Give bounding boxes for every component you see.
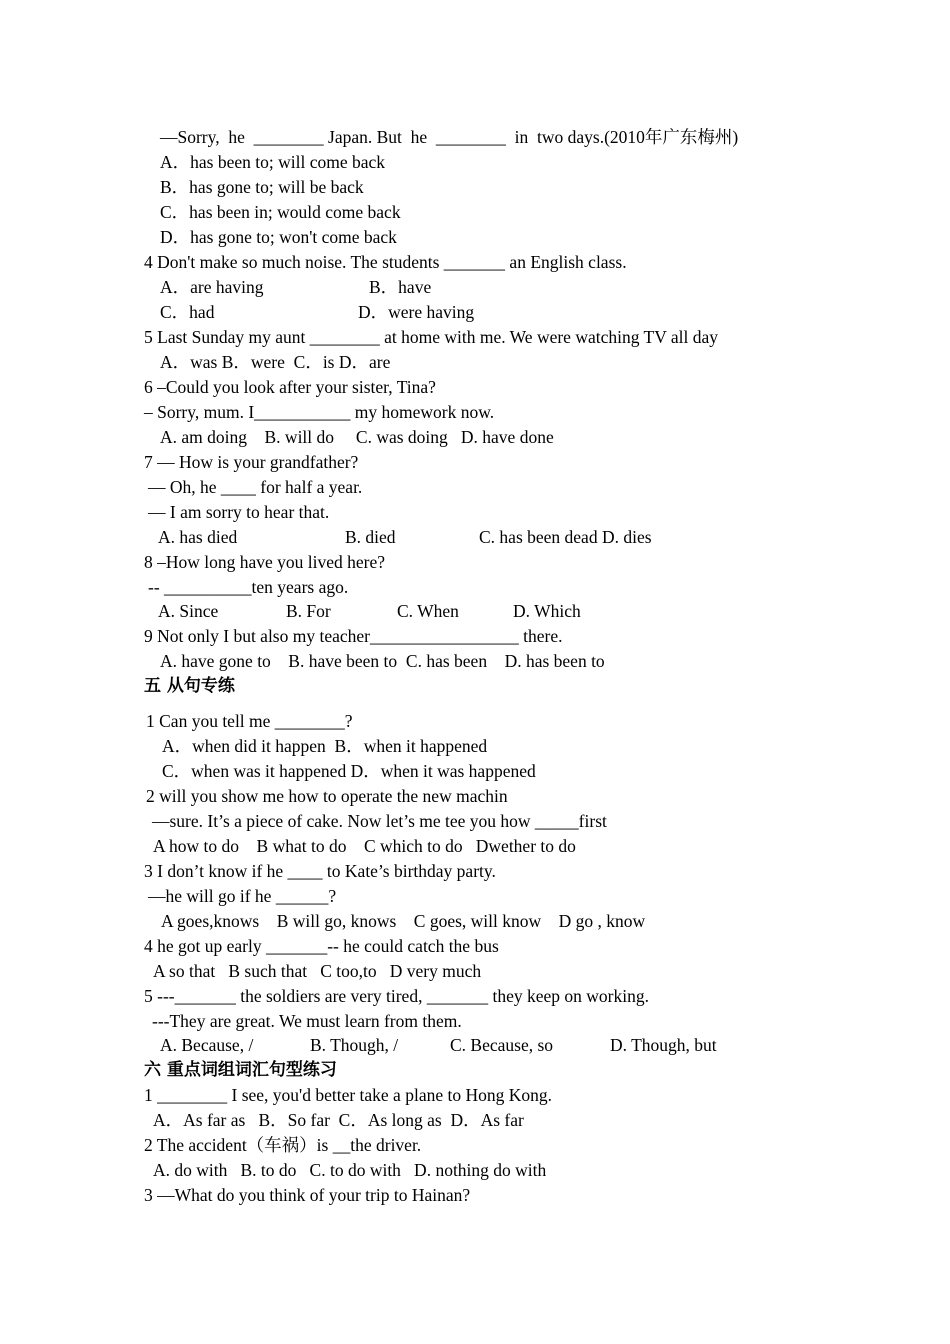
s5-q5-option-d: D. Though, but [610,1035,717,1055]
s5-q5-question: 5 ---_______ the soldiers are very tired, _______ they keep on working. [144,986,649,1006]
q4-option-d: D．were having [358,302,475,322]
q8-option-b: B. For [286,601,331,621]
s5-q3-question: 3 I don’t know if he ____ to Kate’s birthday party. [144,861,496,881]
s6-q2-question: 2 The accident（车祸）is __the driver. [144,1135,422,1155]
q6-question: 6 –Could you look after your sister, Tina? [144,377,436,397]
q5-question: 5 Last Sunday my aunt ________ at home with me. We were watching TV all day [144,327,719,347]
s6-q1-question: 1 ________ I see, you'd better take a plane to Hong Kong. [144,1085,552,1105]
q7-question: 7 — How is your grandfather? [144,452,359,472]
s5-q1-question: 1 Can you tell me ________? [146,711,353,731]
q8-option-a: A. Since [158,601,219,621]
q7-option-a: A. has died [158,527,238,547]
q8-question: 8 –How long have you lived here? [144,552,386,572]
q9-options: A. have gone to B. have been to C. has been D. has been to [160,651,605,671]
s5-q2-reply: —sure. It’s a piece of cake. Now let’s me tee you how _____first [152,811,607,831]
s5-q5-reply: ---They are great. We must learn from them. [152,1011,462,1031]
s5-q5-option-b: B. Though, / [310,1035,399,1055]
q7-reply: — Oh, he ____ for half a year. [148,477,363,497]
q5-options: A．was B．were C．is D．are [160,352,391,372]
s5-q1-options-cd: C．when was it happened D．when it was happened [162,761,536,781]
s5-q2-options: A how to do B what to do C which to do Dwether to do [153,836,576,856]
section-five-heading: 五 从句专练 [144,676,235,696]
q3-dialogue-line: —Sorry, he ________ Japan. But he ________ in two days.(2010年广东梅州) [160,127,739,147]
s6-q1-options: A．As far as B．So far C．As long as D．As far [153,1110,524,1130]
s6-q2-options: A. do with B. to do C. to do with D. nothing do with [153,1160,547,1180]
s5-q2-question: 2 will you show me how to operate the new machin [146,786,508,806]
q4-option-b: B．have [369,277,432,297]
s5-q4-options: A so that B such that C too,to D very much [153,961,482,981]
q6-reply: – Sorry, mum. I___________ my homework now. [144,402,495,422]
s5-q5-option-a: A. Because, / [160,1035,254,1055]
q7-option-b: B. died [345,527,396,547]
q3-option-b: B．has gone to; will be back [160,177,364,197]
s5-q5-option-c: C. Because, so [450,1035,554,1055]
s5-q1-options-ab: A．when did it happen B．when it happened [162,736,488,756]
q9-question: 9 Not only I but also my teacher_________________ there. [144,626,563,646]
q7-option-cd: C. has been dead D. dies [479,527,652,547]
q8-option-c: C. When [397,601,459,621]
q8-option-d: D. Which [513,601,581,621]
q4-option-a: A．are having [160,277,264,297]
q4-option-c: C．had [160,302,215,322]
q3-option-d: D．has gone to; won't come back [160,227,397,247]
q8-reply: -- __________ten years ago. [148,577,349,597]
q3-option-a: A．has been to; will come back [160,152,386,172]
s5-q4-question: 4 he got up early _______-- he could catch the bus [144,936,499,956]
s5-q3-options: A goes,knows B will go, knows C goes, will know D go , know [161,911,646,931]
q6-options: A. am doing B. will do C. was doing D. have done [160,427,554,447]
q7-response: — I am sorry to hear that. [148,502,330,522]
q3-option-c: C．has been in; would come back [160,202,401,222]
s5-q3-reply: —he will go if he ______? [148,886,337,906]
s6-q3-question: 3 —What do you think of your trip to Hainan? [144,1185,471,1205]
section-six-heading: 六 重点词组词汇句型练习 [144,1060,337,1080]
q4-question: 4 Don't make so much noise. The students _______ an English class. [144,252,627,272]
